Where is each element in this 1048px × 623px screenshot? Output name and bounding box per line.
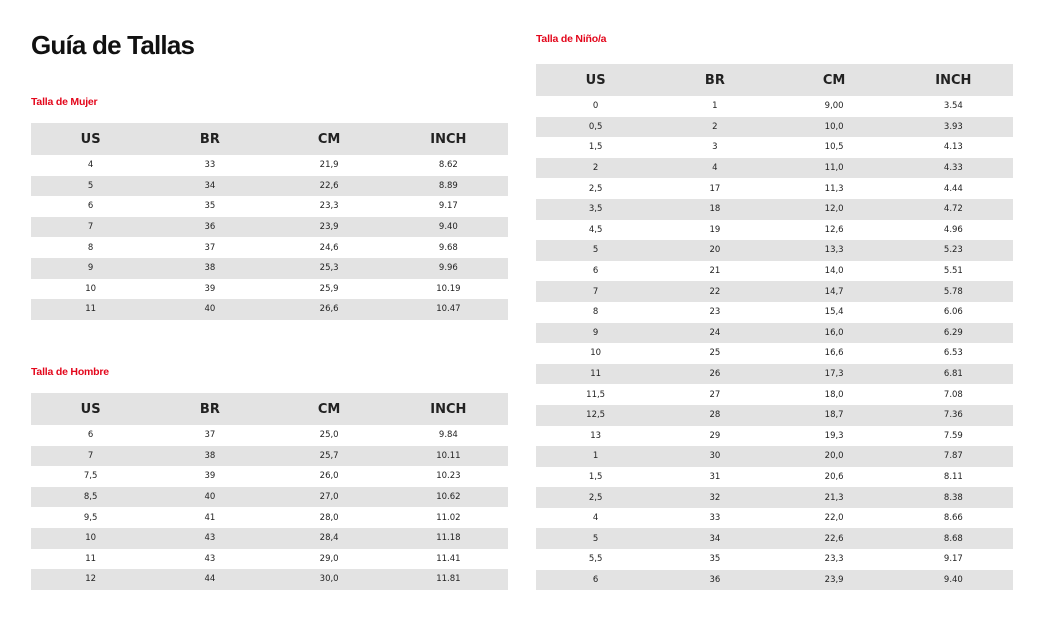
table-cell: 27 [709,389,721,400]
table-cell: 22,6 [319,180,339,191]
table-cell: 23,3 [824,554,844,565]
table-cell: 9,00 [824,101,844,112]
table-cell: 6 [592,266,599,277]
table-cell: 8.62 [438,160,458,171]
table-row [31,299,508,320]
table-row [31,196,508,217]
table-cell: 6 [87,201,94,212]
table-row [31,528,508,549]
table-cell: 10 [85,533,97,544]
table-cell: 14,7 [824,286,844,297]
table-row [536,508,1013,529]
table-cell: 11.02 [436,512,461,523]
table-cell: 12,0 [824,204,844,215]
table-cell: 17,3 [824,369,844,380]
table-cell: 1 [712,101,718,112]
table-cell: 6.53 [943,348,963,359]
column-header: US [80,131,101,147]
table-cell: 10.19 [436,283,461,294]
table-row [31,549,508,570]
table-row [536,96,1013,117]
table-cell: 9.40 [943,574,963,585]
table-cell: 4,5 [588,224,603,235]
table-cell: 4 [712,163,718,174]
table-cell: 33 [204,160,216,171]
table-row [536,364,1013,385]
table-cell: 10.23 [436,471,461,482]
table-cell: 8.11 [943,471,963,482]
table-cell: 9.68 [438,242,458,253]
men-size-table [31,393,508,590]
table-cell: 18,7 [824,410,844,421]
table-cell: 4.44 [943,183,963,194]
table-cell: 5,5 [588,554,603,565]
table-cell: 5.51 [943,266,963,277]
table-row [31,446,508,467]
table-cell: 22,0 [824,513,844,524]
table-cell: 25,9 [319,283,339,294]
table-cell: 22 [709,286,721,297]
column-header: BR [199,401,220,417]
table-cell: 21,9 [319,160,339,171]
table-row [536,570,1013,591]
table-cell: 9.17 [943,554,963,565]
table-cell: 26,0 [319,471,339,482]
column-header: INCH [935,72,972,88]
table-cell: 11 [85,304,97,315]
table-cell: 7 [592,286,599,297]
column-header: CM [317,401,341,417]
table-cell: 16,0 [824,327,844,338]
table-cell: 20,0 [824,451,844,462]
table-cell: 1 [592,451,599,462]
table-row [536,405,1013,426]
table-cell: 11.18 [436,533,461,544]
table-cell: 0 [592,101,599,112]
table-cell: 9.84 [438,430,458,441]
table-cell: 2 [592,163,599,174]
table-cell: 6 [87,430,94,441]
table-row [31,425,508,446]
table-cell: 21,3 [824,492,844,503]
table-cell: 9 [87,263,94,274]
table-cell: 7.59 [943,430,963,441]
table-cell: 10,0 [824,121,844,132]
table-cell: 11,5 [586,389,606,400]
table-cell: 28,4 [319,533,339,544]
table-cell: 4 [592,513,599,524]
table-row [31,176,508,197]
column-header: INCH [430,401,467,417]
table-cell: 11,3 [824,183,844,194]
table-row [536,302,1013,323]
table-cell: 5.78 [943,286,963,297]
table-cell: 8.89 [438,180,458,191]
table-cell: 7.08 [943,389,963,400]
table-row [536,158,1013,179]
women-size-table [31,123,508,320]
table-row [536,220,1013,241]
table-cell: 39 [204,283,216,294]
kids-section-label: Talla de Niño/a [536,33,607,45]
table-cell: 18 [709,204,721,215]
table-cell: 33 [709,513,721,524]
table-cell: 20 [709,245,721,256]
table-cell: 3 [712,142,718,153]
table-cell: 13 [590,430,602,441]
table-cell: 43 [204,553,216,564]
table-cell: 7,5 [83,471,98,482]
table-cell: 34 [204,180,216,191]
table-row [536,467,1013,488]
table-cell: 40 [204,492,216,503]
table-cell: 4.96 [943,224,963,235]
table-row [31,237,508,258]
women-section-label: Talla de Mujer [31,96,98,108]
table-cell: 9,5 [83,512,98,523]
table-cell: 16,6 [824,348,844,359]
table-cell: 36 [204,222,216,233]
table-cell: 32 [709,492,721,503]
table-cell: 3.93 [943,121,963,132]
table-cell: 8.68 [943,533,963,544]
table-cell: 15,4 [824,307,844,318]
table-cell: 10,5 [824,142,844,153]
table-cell: 11.41 [436,553,461,564]
table-cell: 17 [709,183,721,194]
table-cell: 6.81 [943,369,963,380]
table-cell: 6.06 [943,307,963,318]
table-cell: 25,0 [319,430,339,441]
table-row [536,178,1013,199]
table-cell: 44 [204,574,216,585]
table-cell: 2 [712,121,718,132]
table-cell: 14,0 [824,266,844,277]
table-cell: 8,5 [83,492,98,503]
page-title: Guía de Tallas [31,30,195,60]
table-cell: 4.72 [943,204,963,215]
column-header: CM [317,131,341,147]
table-cell: 25,3 [319,263,339,274]
table-cell: 30,0 [319,574,339,585]
table-row [31,487,508,508]
table-cell: 10 [590,348,602,359]
table-cell: 7 [87,222,94,233]
table-row [536,323,1013,344]
table-row [536,446,1013,467]
table-cell: 36 [709,574,721,585]
table-row [536,199,1013,220]
table-cell: 11 [85,553,97,564]
table-cell: 35 [709,554,721,565]
table-row [536,528,1013,549]
table-cell: 41 [204,512,216,523]
table-cell: 5 [592,533,599,544]
table-row [31,466,508,487]
table-cell: 26,6 [319,304,339,315]
table-row [536,281,1013,302]
table-cell: 20,6 [824,471,844,482]
table-cell: 11.81 [436,574,461,585]
table-cell: 39 [204,471,216,482]
table-row [31,507,508,528]
table-cell: 9.96 [438,263,458,274]
table-row [31,217,508,238]
table-cell: 27,0 [319,492,339,503]
table-cell: 3,5 [588,204,603,215]
table-row [536,261,1013,282]
table-row [536,240,1013,261]
column-header: INCH [430,131,467,147]
table-cell: 22,6 [824,533,844,544]
table-cell: 6.29 [943,327,963,338]
column-header: BR [704,72,725,88]
table-cell: 19,3 [824,430,844,441]
table-cell: 9.40 [438,222,458,233]
table-cell: 2,5 [588,183,603,194]
table-cell: 18,0 [824,389,844,400]
table-row [536,117,1013,138]
table-row [31,279,508,300]
table-cell: 6 [592,574,599,585]
kids-table-header [536,64,1013,96]
table-cell: 8.66 [943,513,963,524]
table-row [536,549,1013,570]
table-cell: 23 [709,307,721,318]
table-row [31,258,508,279]
table-cell: 7.87 [943,451,963,462]
table-cell: 2,5 [588,492,603,503]
table-cell: 0,5 [588,121,603,132]
table-cell: 10 [85,283,97,294]
table-cell: 1,5 [588,142,603,153]
table-cell: 8.38 [943,492,963,503]
column-header: BR [199,131,220,147]
kids-size-table [536,64,1013,590]
table-row [536,487,1013,508]
table-cell: 8 [87,242,94,253]
table-row [536,426,1013,447]
table-cell: 34 [709,533,721,544]
table-cell: 23,9 [824,574,844,585]
table-cell: 26 [709,369,721,380]
table-cell: 5 [592,245,599,256]
table-cell: 37 [204,430,216,441]
women-table-header [31,123,508,155]
table-cell: 23,9 [319,222,339,233]
column-header: CM [822,72,846,88]
table-cell: 19 [709,224,721,235]
table-cell: 31 [709,471,721,482]
table-cell: 28,0 [319,512,339,523]
table-cell: 25,7 [319,450,339,461]
table-cell: 29,0 [319,553,339,564]
table-cell: 30 [709,451,721,462]
table-cell: 11 [590,369,602,380]
table-cell: 7 [87,450,94,461]
table-cell: 12 [85,574,97,585]
table-cell: 7.36 [943,410,963,421]
table-cell: 5.23 [943,245,963,256]
table-cell: 28 [709,410,721,421]
table-cell: 40 [204,304,216,315]
table-cell: 13,3 [824,245,844,256]
table-cell: 4.13 [943,142,963,153]
table-cell: 4 [87,160,94,171]
men-section-label: Talla de Hombre [31,366,109,378]
table-cell: 10.11 [436,450,461,461]
table-row [536,343,1013,364]
table-cell: 24,6 [319,242,339,253]
column-header: US [80,401,101,417]
table-cell: 29 [709,430,721,441]
table-cell: 24 [709,327,721,338]
table-cell: 9.17 [438,201,458,212]
column-header: US [585,72,606,88]
table-cell: 12,6 [824,224,844,235]
table-cell: 1,5 [588,471,603,482]
table-cell: 9 [592,327,599,338]
table-cell: 38 [204,450,216,461]
table-cell: 4.33 [943,163,963,174]
table-cell: 10.47 [436,304,461,315]
table-cell: 43 [204,533,216,544]
table-cell: 38 [204,263,216,274]
table-cell: 35 [204,201,216,212]
table-row [31,569,508,590]
table-cell: 25 [709,348,721,359]
table-cell: 11,0 [824,163,844,174]
table-cell: 10.62 [436,492,461,503]
table-cell: 8 [592,307,599,318]
table-cell: 3.54 [943,101,963,112]
men-table-header [31,393,508,425]
table-row [31,155,508,176]
table-cell: 37 [204,242,216,253]
table-cell: 23,3 [319,201,339,212]
table-cell: 12,5 [586,410,606,421]
table-row [536,384,1013,405]
table-row [536,137,1013,158]
table-cell: 21 [709,266,721,277]
table-cell: 5 [87,180,94,191]
